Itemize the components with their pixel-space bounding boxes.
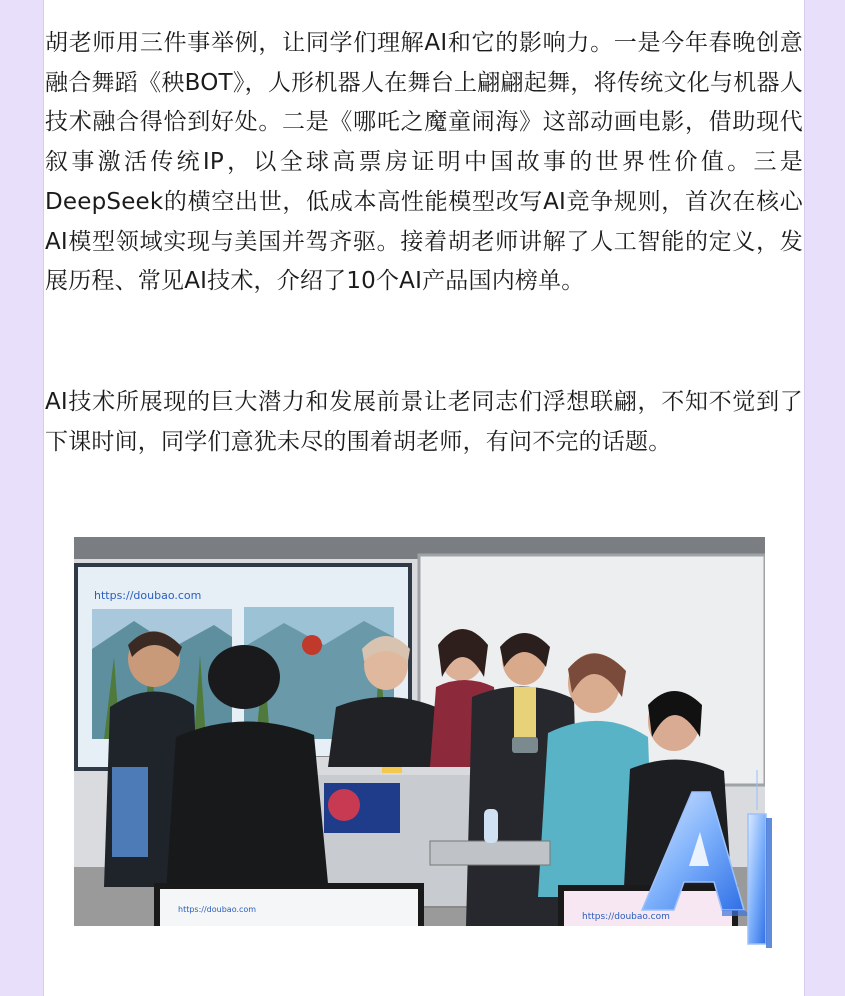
monitor-url-text: https://doubao.com bbox=[178, 905, 257, 914]
screen-url-text: https://doubao.com bbox=[94, 589, 202, 602]
article-paragraph: 胡老师用三件事举例，让同学们理解AI和它的影响力。一是今年春晚创意融合舞蹈《秧BOT》，人形机器人在舞台上翩翩起舞，将传统文化与机器人技术融合得恰到好处。二是《哪吒之魔童闹海》这部动画电影，借助现代叙事激活传统IP，以全球高票房证明中国故事的世界性价值。三是DeepSeek的横空出世，低成本高性能模型改写AI竞争规则，首次在核心AI模型领域实现与美国并驾齐驱。接着胡老师讲解了人工智能的定义，发展历程、常见AI技术，介绍了10个AI产品国内榜单。 bbox=[45, 30, 803, 295]
monitor-url-text: https://doubao.com bbox=[582, 912, 670, 922]
article-paragraph: AI技术所展现的巨大潜力和发展前景让老同志们浮想联翩，不知不觉到了下课时间，同学们意犹未尽的围着胡老师，有问不完的话题。 bbox=[45, 389, 803, 455]
ai-3d-letters-decoration bbox=[636, 770, 776, 950]
